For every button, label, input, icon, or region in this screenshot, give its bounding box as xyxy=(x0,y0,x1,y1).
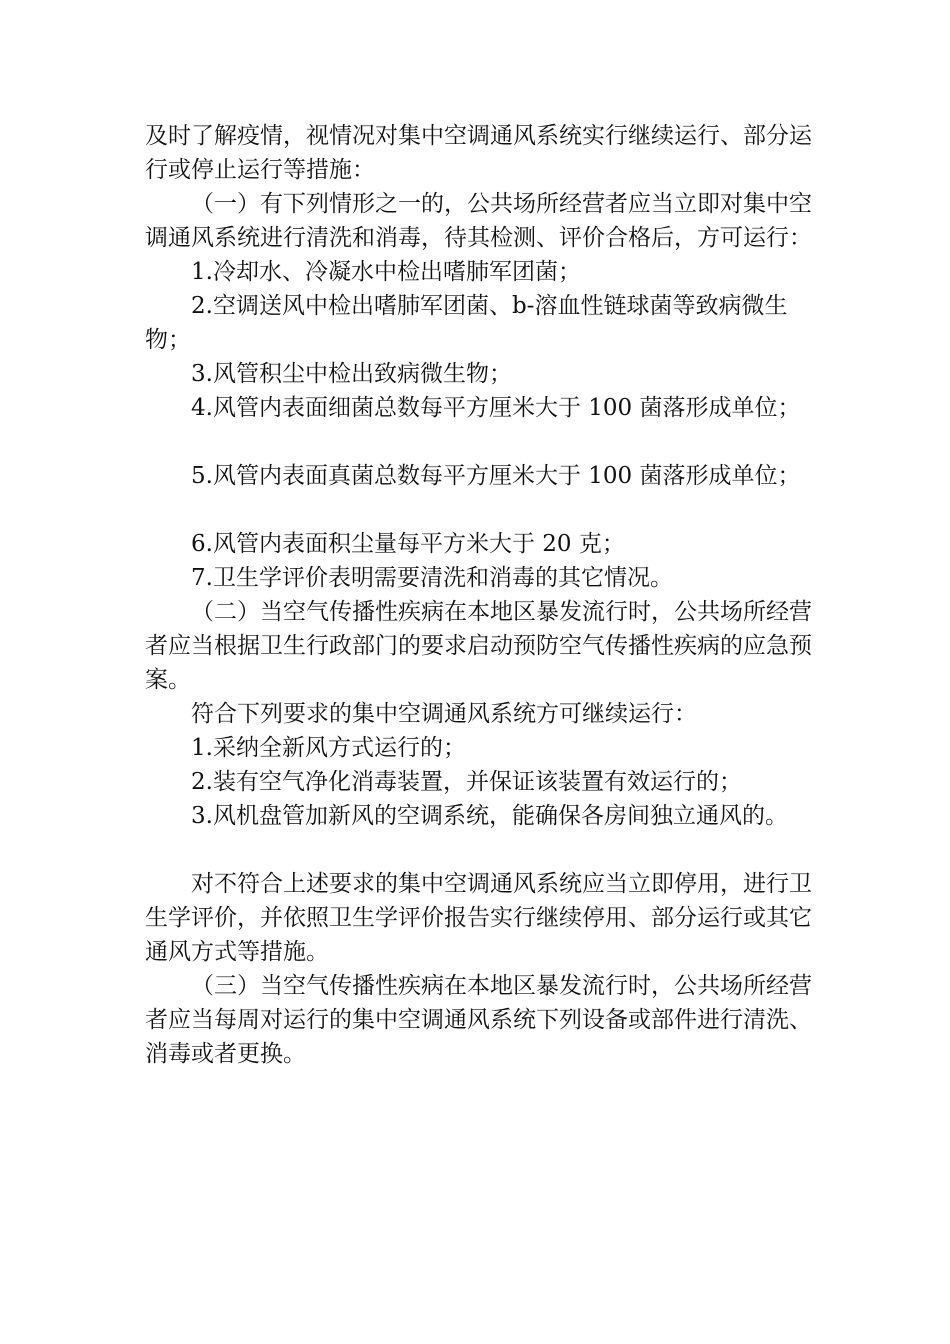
spacer xyxy=(145,833,825,867)
list-item-1-6: 6.风管内表面积尘量每平方米大于 20 克； xyxy=(191,531,625,557)
list-item-1-4: 4.风管内表面细菌总数每平方厘米大于 100 菌落形成单位； xyxy=(191,395,801,421)
paragraph-section-2: （二）当空气传播性疾病在本地区暴发流行时，公共场所经营者应当根据卫生行政部门的要求启动预防空气传播性疾病的应急预案。 xyxy=(145,599,812,693)
list-item-1-3: 3.风管积尘中检出致病微生物； xyxy=(191,361,512,387)
paragraph-requirements: 符合下列要求的集中空调通风系统方可继续运行： xyxy=(191,701,697,727)
paragraph-intro: 及时了解疫情，视情况对集中空调通风系统实行继续运行、部分运行或停止运行等措施： xyxy=(145,123,812,183)
paragraph-section-3: （三）当空气传播性疾病在本地区暴发流行时，公共场所经营者应当每周对运行的集中空调通风系统下列设备或部件进行清洗、消毒或者更换。 xyxy=(145,973,812,1067)
list-item-2-1: 1.采纳全新风方式运行的； xyxy=(191,735,466,761)
paragraph-section-1: （一）有下列情形之一的，公共场所经营者应当立即对集中空调通风系统进行清洗和消毒，待其检测、评价合格后，方可运行： xyxy=(145,191,812,251)
spacer xyxy=(145,493,825,527)
list-item-1-5: 5.风管内表面真菌总数每平方厘米大于 100 菌落形成单位； xyxy=(191,463,801,489)
spacer xyxy=(145,425,825,459)
list-item-1-2: 2.空调送风中检出嗜肺军团菌、b-溶血性链球菌等致病微生物； xyxy=(145,293,788,353)
paragraph-noncompliant: 对不符合上述要求的集中空调通风系统应当立即停用，进行卫生学评价，并依照卫生学评价报告实行继续停用、部分运行或其它通风方式等措施。 xyxy=(145,871,812,965)
list-item-1-7: 7.卫生学评价表明需要清洗和消毒的其它情况。 xyxy=(191,565,673,591)
list-item-1-1: 1.冷却水、冷凝水中检出嗜肺军团菌； xyxy=(191,259,581,285)
list-item-2-2: 2.装有空气净化消毒装置，并保证该装置有效运行的； xyxy=(191,769,742,795)
document-body xyxy=(145,119,825,1071)
list-item-2-3: 3.风机盘管加新风的空调系统，能确保各房间独立通风的。 xyxy=(191,803,788,829)
